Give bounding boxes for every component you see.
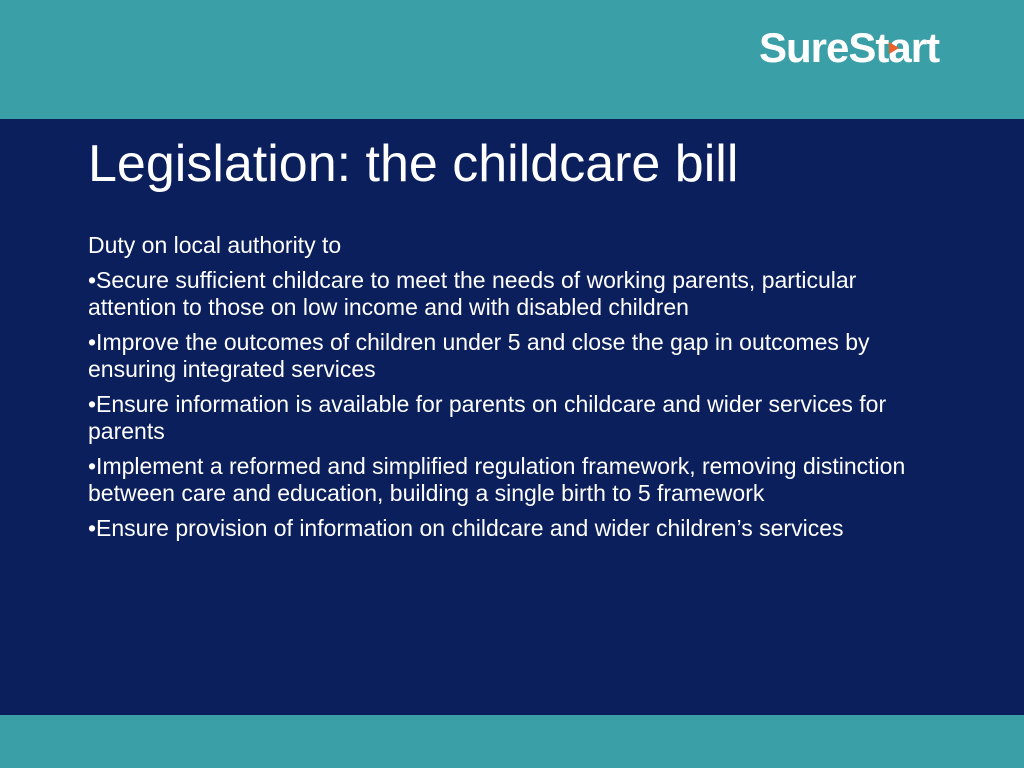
play-arrow-icon — [889, 42, 899, 54]
bullet-item: •Ensure information is available for parents on childcare and wider services for parents — [88, 391, 887, 444]
logo-text: SureStart — [759, 24, 940, 71]
bullet-item: •Ensure provision of information on childcare and wider children’s services — [88, 515, 844, 541]
footer-band — [0, 715, 1024, 768]
bullet-item: •Secure sufficient childcare to meet the needs of working parents, particular attention to those on low income and with disabled children — [88, 267, 857, 320]
slide-body — [88, 232, 938, 550]
bullet-item: •Implement a reformed and simplified regulation framework, removing distinction between care and education, building a single birth to 5 framework — [88, 453, 906, 506]
slide-title: Legislation: the childcare bill — [88, 135, 739, 193]
surestart-logo — [759, 24, 939, 72]
bullet-item: •Improve the outcomes of children under 5 and close the gap in outcomes by ensuring integrated services — [88, 329, 870, 382]
intro-text: Duty on local authority to — [88, 232, 342, 258]
